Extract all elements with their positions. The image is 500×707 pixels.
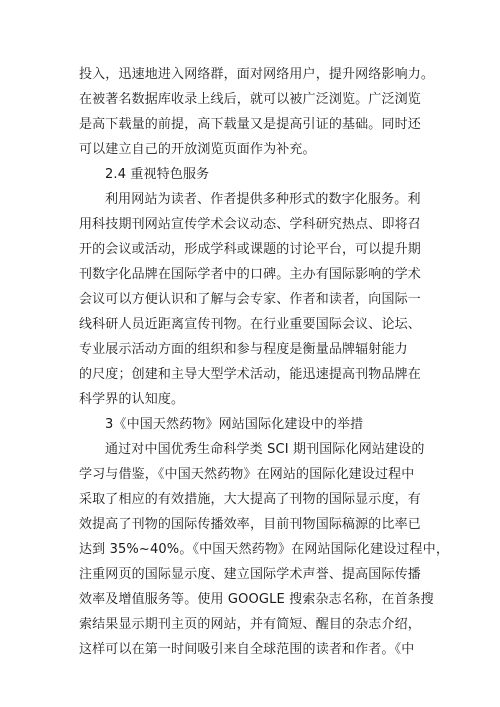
paragraph-line: 学习与借鉴，《中国天然药物》在网站的国际化建设过程中 — [79, 467, 415, 482]
paragraph-line: 投入，迅速地进入网络群，面对网络用户，提升网络影响力。 — [79, 67, 435, 82]
paragraph-line: 采取了相应的有效措施，大大提高了刊物的国际显示度，有 — [79, 492, 421, 507]
paragraph-line: 效提高了刊物的国际传播效率，目前刊物国际稿源的比率已 — [79, 517, 421, 532]
section-heading: 3《中国天然药物》网站国际化建设中的举措 — [105, 417, 364, 432]
paragraph-line: 索结果显示期刊主页的网站，并有简短、醒目的杂志介绍， — [79, 617, 421, 632]
body-text — [79, 62, 449, 662]
paragraph-line: 注重网页的国际显示度、建立国际学术声誉、提高国际传播 — [79, 567, 421, 582]
paragraph-line: 达到 35%~40%。《中国天然药物》在网站国际化建设过程中， — [79, 542, 449, 557]
paragraph-line: 是高下载量的前提，高下载量又是提高引证的基础。同时还 — [79, 117, 421, 132]
paragraph-line: 效率及增值服务等。使用 GOOGLE 搜索杂志名称，在首条搜 — [79, 592, 434, 607]
paragraph-line: 在被著名数据库收录上线后，就可以被广泛浏览。广泛浏览 — [79, 92, 421, 107]
paragraph-line: 会议可以方便认识和了解与会专家、作者和读者，向国际一 — [79, 292, 421, 307]
paragraph-line: 的尺度；创建和主导大型学术活动，能迅速提高刊物品牌在 — [79, 367, 421, 382]
paragraph-line: 可以建立自己的开放浏览页面作为补充。 — [79, 142, 316, 157]
paragraph-line: 刊数字化品牌在国际学者中的口碑。主办有国际影响的学术 — [79, 267, 421, 282]
paragraph-line: 科学界的认知度。 — [79, 392, 185, 407]
paragraph-line: 用科技期刊网站宣传学术会议动态、学科研究热点、即将召 — [79, 217, 421, 232]
section-heading: 2.4 重视特色服务 — [105, 167, 210, 182]
paragraph-line: 利用网站为读者、作者提供多种形式的数字化服务。利 — [105, 192, 421, 207]
paragraph-line: 这样可以在第一时间吸引来自全球范围的读者和作者。《中 — [79, 642, 415, 657]
paragraph-line: 开的会议或活动，形成学科或课题的讨论平台，可以提升期 — [79, 242, 421, 257]
paragraph-line: 线科研人员近距离宣传刊物。在行业重要国际会议、论坛、 — [79, 317, 421, 332]
paragraph-line: 专业展示活动方面的组织和参与程度是衡量品牌辐射能力 — [79, 342, 408, 357]
paragraph-line: 通过对中国优秀生命科学类 SCI 期刊国际化网站建设的 — [105, 442, 425, 457]
